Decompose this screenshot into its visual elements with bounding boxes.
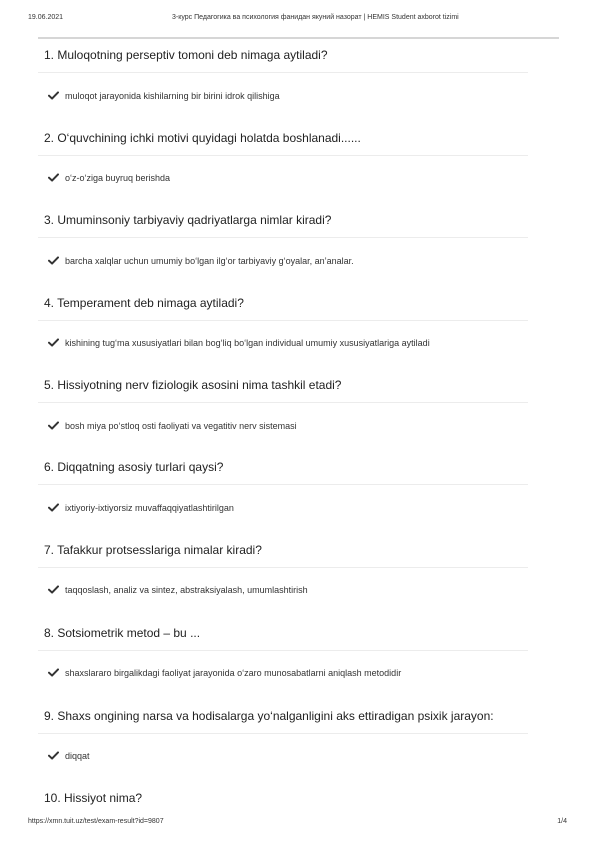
answer-8 <box>48 668 558 678</box>
question-divider <box>38 402 528 403</box>
answer-4 <box>48 338 558 348</box>
question-3: 3. Umuminsoniy tarbiyaviy qadriyatlarga nimlar kiradi? <box>44 213 332 227</box>
print-title: 3-курс Педагогика ва психология фанидан якуний назорат | HEMIS Student axborot tizimi <box>172 14 459 21</box>
question-6: 6. Diqqatning asosiy turlari qaysi? <box>44 460 224 474</box>
answer-text: bosh miya po‘stloq osti faoliyati va vegatitiv nerv sistemasi <box>65 421 297 431</box>
answer-text: taqqoslash, analiz va sintez, abstraksiyalash, umumlashtirish <box>65 585 308 595</box>
question-1: 1. Muloqotning perseptiv tomoni deb nimaga aytiladi? <box>44 48 328 62</box>
question-8: 8. Sotsiometrik metod – bu ... <box>44 626 201 640</box>
question-10: 10. Hissiyot nima? <box>44 791 143 805</box>
answer-text: muloqot jarayonida kishilarning bir birini idrok qilishiga <box>65 91 280 101</box>
question-9: 9. Shaxs ongining narsa va hodisalarga yo‘nalganligini aks ettiradigan psixik jarayon: <box>44 709 494 723</box>
check-icon <box>48 668 59 677</box>
question-divider <box>38 155 528 156</box>
answer-text: ixtiyoriy-ixtiyorsiz muvaffaqqiyatlashtirilgan <box>65 503 234 513</box>
question-divider <box>38 72 528 73</box>
answer-3 <box>48 256 558 266</box>
page-url: https://xmn.tuit.uz/test/exam-result?id=9807 <box>28 818 164 825</box>
question-divider <box>38 567 528 568</box>
check-icon <box>48 751 59 760</box>
question-7: 7. Tafakkur protsesslariga nimalar kiradi? <box>44 543 262 557</box>
answer-1 <box>48 91 558 101</box>
answer-2 <box>48 173 558 183</box>
answer-text: kishining tug‘ma xususiyatlari bilan bog‘liq bo‘lgan individual umumiy xususiyatlariga aytiladi <box>65 338 430 348</box>
check-icon <box>48 256 59 265</box>
check-icon <box>48 173 59 182</box>
print-footer <box>28 818 567 830</box>
answer-text: diqqat <box>65 751 90 761</box>
answer-text: shaxslararo birgalikdagi faoliyat jarayonida o‘zaro munosabatlarni aniqlash metodidir <box>65 668 402 678</box>
question-5: 5. Hissiyotning nerv fiziologik asosini nima tashkil etadi? <box>44 378 342 392</box>
check-icon <box>48 503 59 512</box>
page-number: 1/4 <box>557 818 567 825</box>
check-icon <box>48 585 59 594</box>
question-divider <box>38 733 528 734</box>
check-icon <box>48 338 59 347</box>
answer-text: o‘z-o‘ziga buyruq berishda <box>65 173 171 183</box>
answer-7 <box>48 585 558 595</box>
question-2: 2. O‘quvchining ichki motivi quyidagi holatda boshlanadi...... <box>44 131 361 145</box>
answer-9 <box>48 751 558 761</box>
top-divider <box>38 37 559 39</box>
answer-5 <box>48 421 558 431</box>
question-divider <box>38 484 528 485</box>
check-icon <box>48 421 59 430</box>
question-4: 4. Temperament deb nimaga aytiladi? <box>44 296 244 310</box>
answer-text: barcha xalqlar uchun umumiy bo‘lgan ilg‘or tarbiyaviy g‘oyalar, an’analar. <box>65 256 354 266</box>
question-divider <box>38 320 528 321</box>
question-divider <box>38 650 528 651</box>
print-date: 19.06.2021 <box>28 14 64 21</box>
answer-6 <box>48 503 558 513</box>
check-icon <box>48 91 59 100</box>
print-header <box>28 14 567 26</box>
question-divider <box>38 237 528 238</box>
